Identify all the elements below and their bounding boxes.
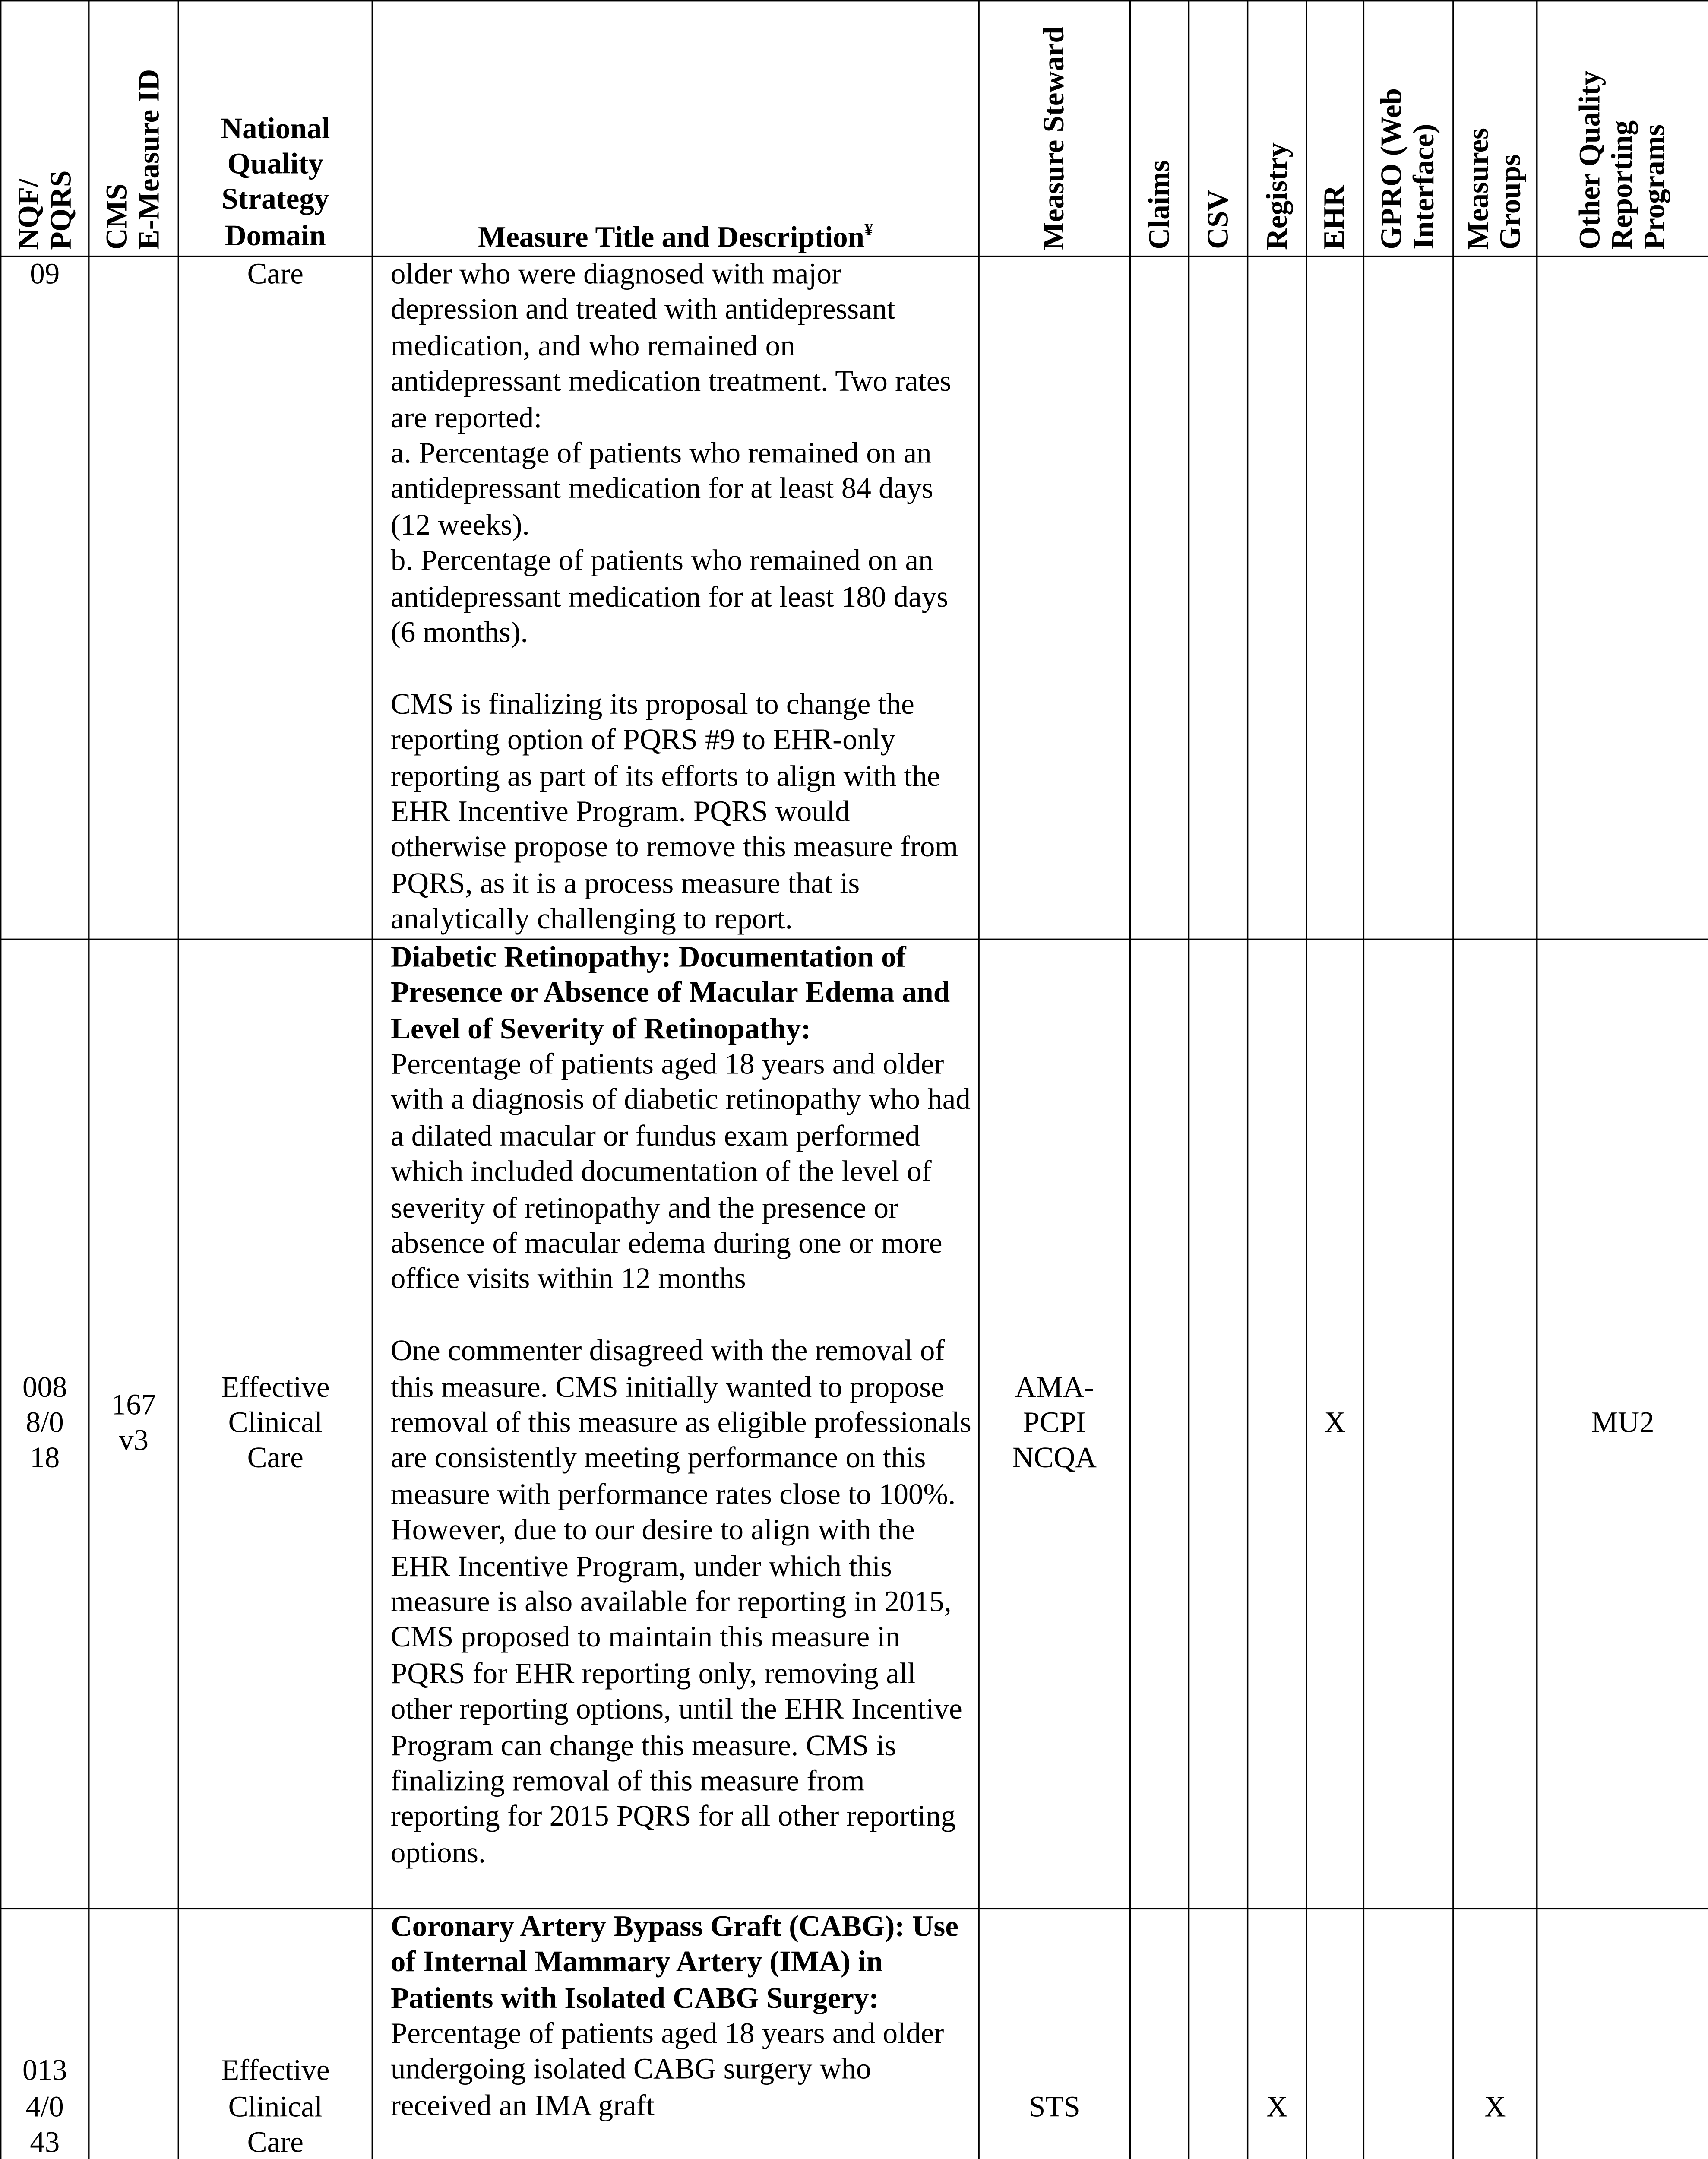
- measure-title: Diabetic Retinopathy: Documentation of Presence or Absence of Macular Edema and Level of Severity of Retinopathy:: [390, 941, 950, 1045]
- col-header-steward: Measure Steward: [979, 1, 1130, 256]
- steward-cell: [979, 256, 1130, 939]
- cms-id-cell: [89, 256, 178, 939]
- csv-cell: [1189, 256, 1248, 939]
- col-header-registry: Registry: [1248, 1, 1306, 256]
- col-header-ehr: EHR: [1306, 1, 1364, 256]
- col-header-claims: Claims: [1130, 1, 1189, 256]
- description-paragraph: Percentage of patients aged 18 years and older with a diagnosis of diabetic retinopathy who had a dilated macular or fundus exam performed which included documentation of the level of severity of retinopathy and the presence or absence of macular edema during one or more office visits within 12 months: [390, 1048, 971, 1296]
- registry-cell: [1248, 256, 1306, 939]
- description-paragraph: older who were diagnosed with major depression and treated with antidepressant medication, and who remained on antidepressant medication treatment. Two rates are reported: a. Percentage of patients who remained on an antidepressant medication for at least 84 days (12 weeks). b. Percentage of patients who remained on an antidepressant medication for at least 180 days (6 months).: [390, 258, 952, 649]
- gpro-cell: [1363, 256, 1453, 939]
- groups-cell: X: [1453, 1908, 1537, 2159]
- domain-cell: Effective Clinical Care: [178, 939, 372, 1908]
- steward-cell: STS: [979, 1908, 1130, 2159]
- col-header-nqf: NQF/ PQRS: [1, 1, 89, 256]
- description-cell: [372, 939, 979, 1908]
- table-row: [1, 256, 1708, 939]
- other-programs-cell: MU2: [1537, 939, 1708, 1908]
- nqf-cell: 013 4/0 43: [1, 1908, 89, 2159]
- cms-id-cell: [89, 1908, 178, 2159]
- ehr-cell: [1306, 256, 1364, 939]
- domain-cell: Effective Clinical Care: [178, 1908, 372, 2159]
- col-header-csv: CSV: [1189, 1, 1248, 256]
- header-row: [1, 1, 1708, 256]
- col-header-title: Measure Title and Description¥: [372, 1, 979, 256]
- steward-cell: AMA- PCPI NCQA: [979, 939, 1130, 1908]
- nqf-cell: 008 8/0 18: [1, 939, 89, 1908]
- col-header-other-programs: Other Quality Reporting Programs: [1537, 1, 1708, 256]
- gpro-cell: [1363, 939, 1453, 1908]
- col-header-cms-id: CMS E-Measure ID: [89, 1, 178, 256]
- other-programs-cell: [1537, 256, 1708, 939]
- measure-title: Coronary Artery Bypass Graft (CABG): Use of Internal Mammary Artery (IMA) in Patients with Isolated CABG Surgery:: [390, 1910, 958, 2015]
- description-cell: [372, 256, 979, 939]
- table-row: [1, 1908, 1708, 2159]
- col-header-domain: National Quality Strategy Domain: [178, 1, 372, 256]
- ehr-cell: [1306, 1908, 1364, 2159]
- other-programs-cell: [1537, 1908, 1708, 2159]
- registry-cell: X: [1248, 1908, 1306, 2159]
- description-cell: [372, 1908, 979, 2159]
- yen-footnote-mark: ¥: [864, 218, 873, 239]
- claims-cell: [1130, 939, 1189, 1908]
- cms-id-cell: 167 v3: [89, 939, 178, 1908]
- col-header-gpro: GPRO (Web Interface): [1363, 1, 1453, 256]
- table-row: [1, 939, 1708, 1908]
- csv-cell: [1189, 1908, 1248, 2159]
- ehr-cell: X: [1306, 939, 1364, 1908]
- gpro-cell: [1363, 1908, 1453, 2159]
- csv-cell: [1189, 939, 1248, 1908]
- claims-cell: [1130, 1908, 1189, 2159]
- claims-cell: [1130, 256, 1189, 939]
- nqf-cell: 09: [1, 256, 89, 939]
- description-paragraph: CMS is finalizing its proposal to change the reporting option of PQRS #9 to EHR-only reporting as part of its efforts to align with the EHR Incentive Program. PQRS would otherwise propose to remove this measure from PQRS, as it is a process measure that is analytically challenging to report.: [390, 688, 958, 936]
- description-paragraph: Percentage of patients aged 18 years and older undergoing isolated CABG surgery who received an IMA graft: [390, 2018, 944, 2122]
- groups-cell: [1453, 256, 1537, 939]
- col-header-groups: Measures Groups: [1453, 1, 1537, 256]
- groups-cell: [1453, 939, 1537, 1908]
- domain-cell: Care: [178, 256, 372, 939]
- description-paragraph: One commenter disagreed with the removal of this measure. CMS initially wanted to propose removal of this measure as eligible professionals are consistently meeting performance on this measure with performance rates close to 100%. However, due to our desire to align with the EHR Incentive Program, under which this measure is also available for reporting in 2015, CMS proposed to maintain this measure in PQRS for EHR reporting only, removing all other reporting options, until the EHR Incentive Program can change this measure. CMS is finalizing removal of this measure from reporting for 2015 PQRS for all other reporting options.: [390, 1335, 971, 1870]
- registry-cell: [1248, 939, 1306, 1908]
